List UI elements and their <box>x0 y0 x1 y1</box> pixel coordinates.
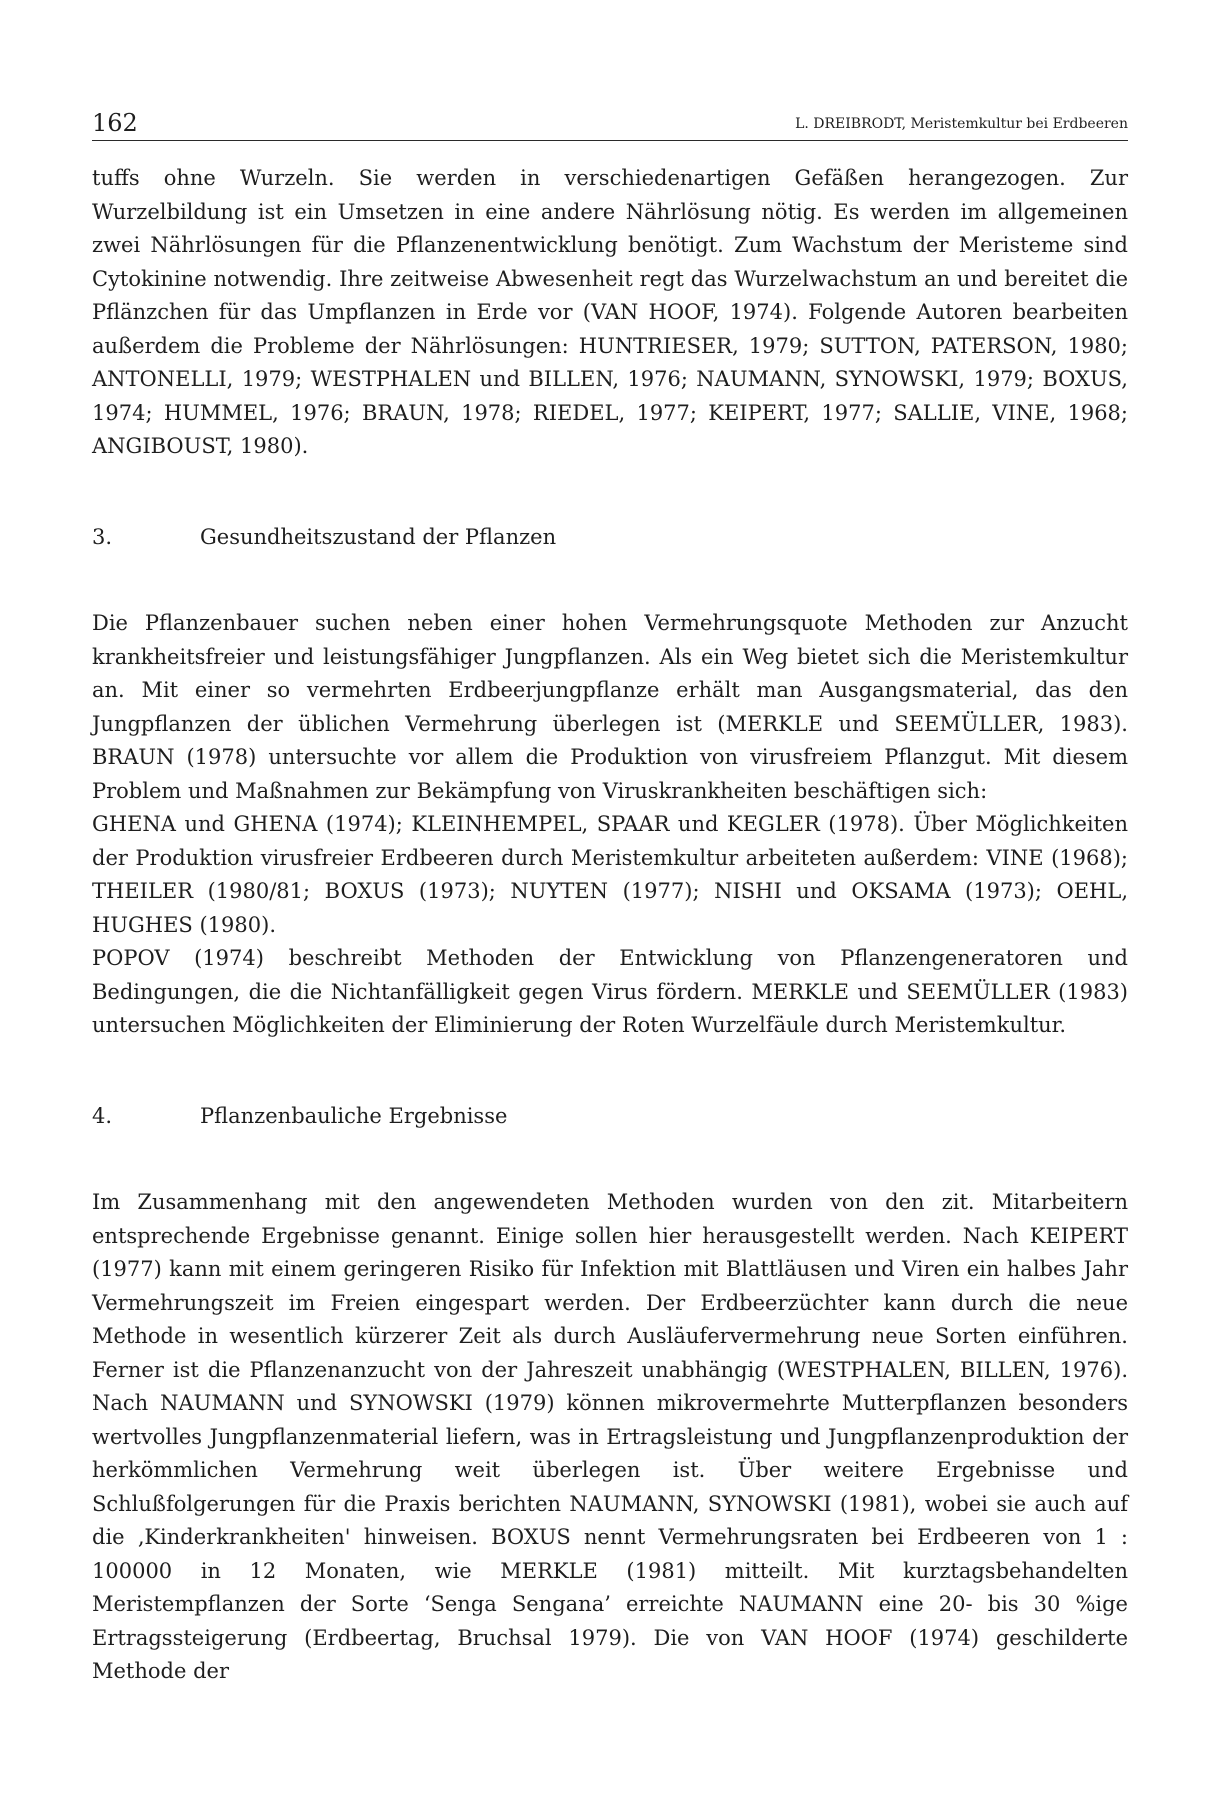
page-header <box>92 108 1128 138</box>
header-rule <box>92 140 1128 141</box>
section-title: Pflanzenbauliche Ergebnisse <box>200 1103 508 1128</box>
section-number: 3. <box>92 524 113 549</box>
paragraph-health-intro: Die Pflanzenbauer suchen neben einer hohen Vermehrungsquote Methoden zur Anzucht krankheitsfreier und leistungsfähiger Jungpflanzen. Als ein Weg bietet sich die Meristemkultur an. Mit einer so vermehrten Erdbeerjungpflanze erhält man Ausgangsmaterial, das den Jungpflanzen der üblichen Vermehrung überlegen ist (MERKLE und SEEMÜLLER, 1983). BRAUN (1978) untersuchte vor allem die Produktion von virusfreiem Pflanzgut. Mit diesem Problem und Maßnahmen zur Bekämpfung von Viruskrankheiten beschäftigen sich: <box>92 611 1128 803</box>
section-title: Gesundheitszustand der Pflanzen <box>200 524 557 549</box>
paragraph-results: Im Zusammenhang mit den angewendeten Methoden wurden von den zit. Mitarbeitern entsprechende Ergebnisse genannt. Einige sollen hier herausgestellt werden. Nach KEIPERT (1977) kann mit einem geringeren Risiko für Infektion mit Blattläusen und Viren ein halbes Jahr Vermehrungszeit im Freien eingespart werden. Der Erdbeerzüchter kann durch die neue Methode in wesentlich kürzerer Zeit als durch Ausläufervermehrung neue Sorten einführen. Ferner ist die Pflanzenanzucht von der Jahreszeit unabhängig (WESTPHALEN, BILLEN, 1976). Nach NAUMANN und SYNOWSKI (1979) können mikrovermehrte Mutterpflanzen besonders wertvolles Jungpflanzenmaterial liefern, was in Ertragsleistung und Jungpflanzenproduktion der herkömmlichen Vermehrung weit überlegen ist. Über weitere Ergebnisse und Schlußfolgerungen für die Praxis berichten NAUMANN, SYNOWSKI (1981), wobei sie auch auf die ‚Kinderkrankheiten' hinweisen. BOXUS nennt Vermehrungsraten bei Erdbeeren von 1 : 100000 in 12 Monaten, wie MERKLE (1981) mitteilt. Mit kurztagsbehandelten Meristempflanzen der Sorte ‘Senga Sengana’ erreichte NAUMANN eine 20- bis 30 %ige Ertragssteigerung (Erdbeertag, Bruchsal 1979). Die von VAN HOOF (1974) geschilderte Methode der <box>92 1190 1128 1683</box>
paragraph-popov: POPOV (1974) beschreibt Methoden der Entwicklung von Pflanzengeneratoren und Bedingungen, die die Nichtanfälligkeit gegen Virus fördern. MERKLE und SEEMÜLLER (1983) untersuchen Möglichkeiten der Eliminierung der Roten Wurzelfäule durch Meristemkultur. <box>92 946 1128 1037</box>
body-text <box>92 162 1128 1689</box>
paragraph-nutrient-solutions: tuffs ohne Wurzeln. Sie werden in verschiedenartigen Gefäßen herangezogen. Zur Wurzelbildung ist ein Umsetzen in eine andere Nährlösung nötig. Es werden im allgemeinen zwei Nährlösungen für die Pflanzenentwicklung benötigt. Zum Wachstum der Meristeme sind Cytokinine notwendig. Ihre zeitweise Abwesenheit regt das Wurzelwachstum an und bereitet die Pflänzchen für das Umpflanzen in Erde vor (VAN HOOF, 1974). Folgende Autoren bearbeiten außerdem die Probleme der Nährlösungen: HUNTRIESER, 1979; SUTTON, PATERSON, 1980; ANTONELLI, 1979; WESTPHALEN und BILLEN, 1976; NAUMANN, SYNOWSKI, 1979; BOXUS, 1974; HUMMEL, 1976; BRAUN, 1978; RIEDEL, 1977; KEIPERT, 1977; SALLIE, VINE, 1968; ANGIBOUST, 1980). <box>92 166 1128 458</box>
page-number: 162 <box>92 109 138 137</box>
section-number: 4. <box>92 1103 113 1128</box>
section-heading-3 <box>92 521 1128 555</box>
section-heading-4 <box>92 1100 1128 1134</box>
paragraph-virus-free: GHENA und GHENA (1974); KLEINHEMPEL, SPAAR und KEGLER (1978). Über Möglichkeiten der Produktion virusfreier Erdbeeren durch Meristemkultur arbeiteten außerdem: VINE (1968); THEILER (1980/81; BOXUS (1973); NUYTEN (1977); NISHI und OKSAMA (1973); OEHL, HUGHES (1980). <box>92 812 1128 937</box>
running-title: L. DREIBRODT, Meristemkultur bei Erdbeeren <box>795 116 1128 132</box>
